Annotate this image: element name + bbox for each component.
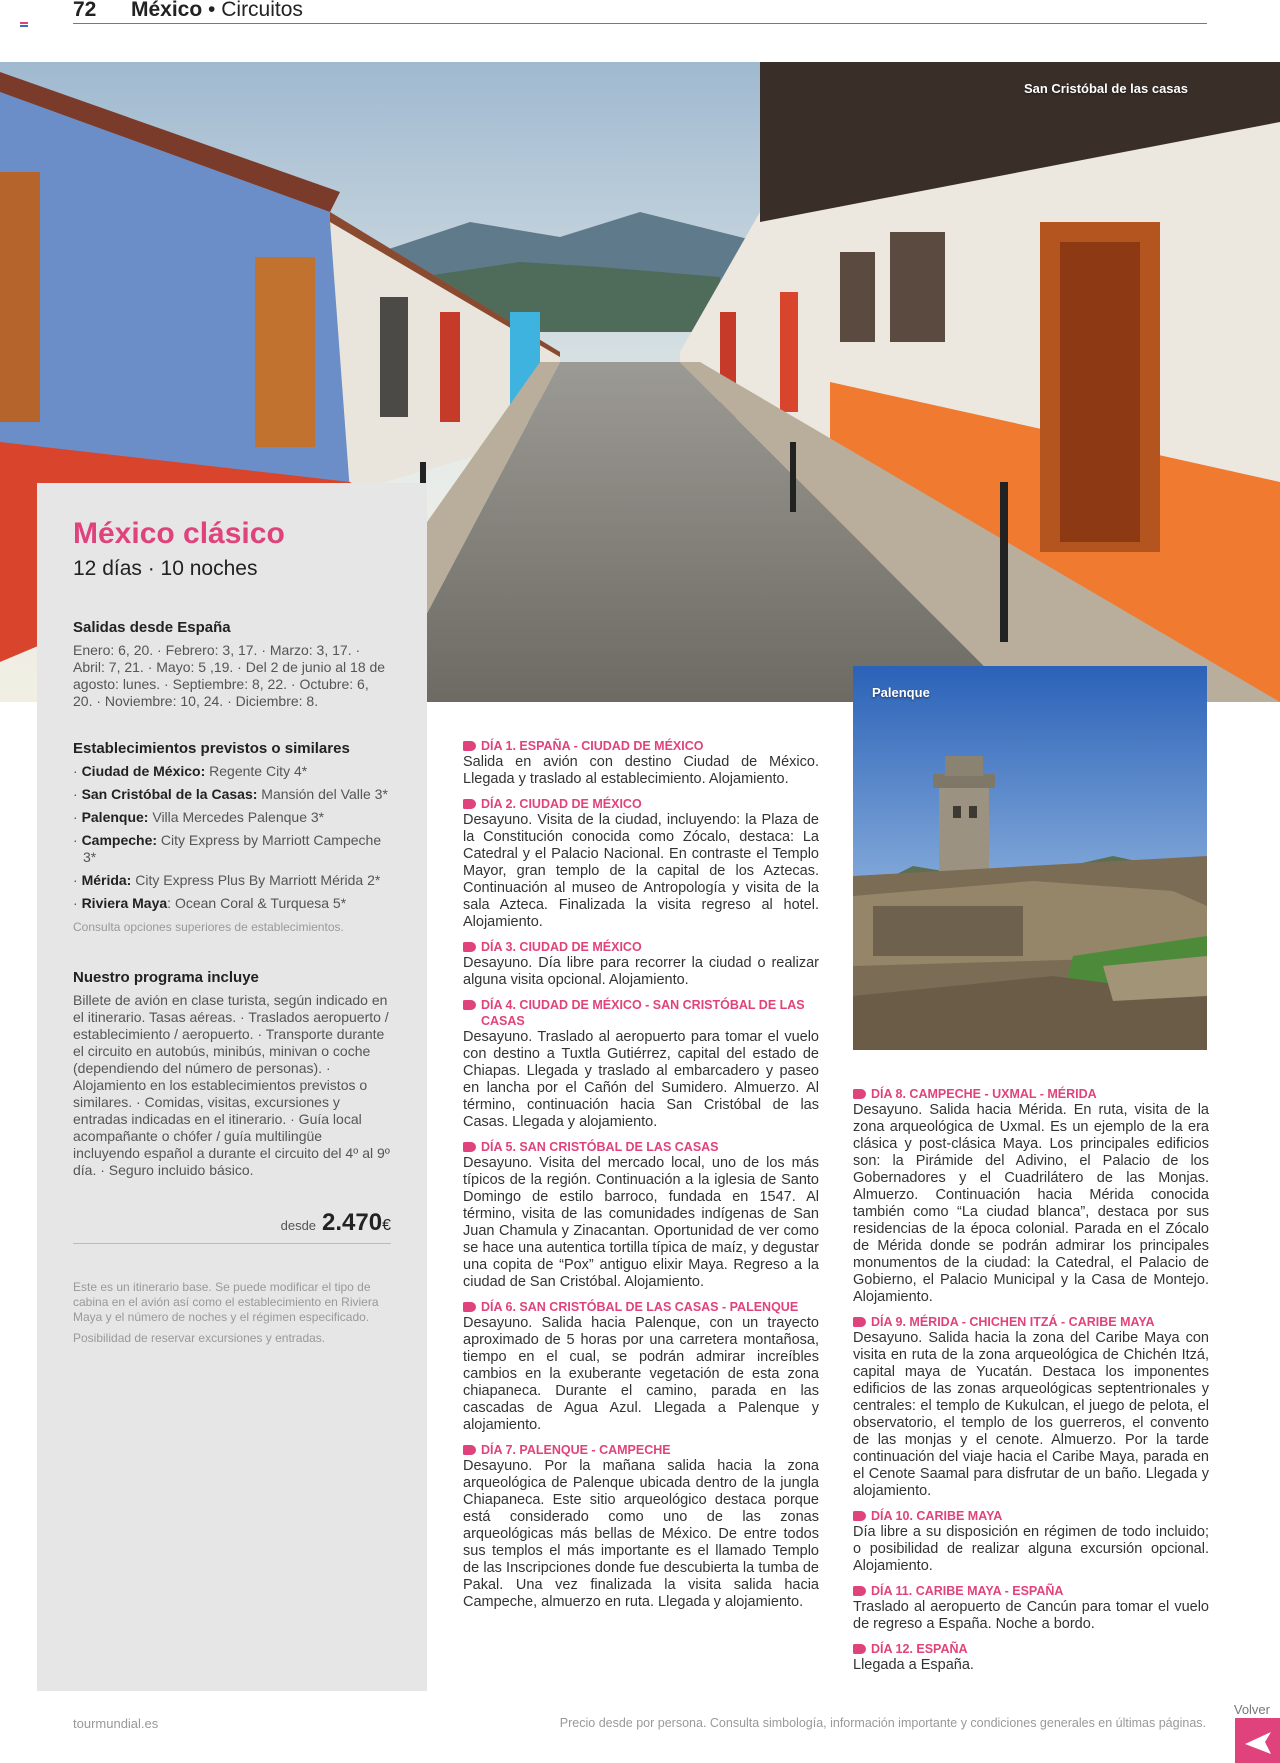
palenque-image [853,666,1207,1050]
excursions-note: Posibilidad de reservar excursiones y entradas. [73,1331,326,1345]
itinerary-day [463,997,819,1131]
day-title: DÍA 4. CIUDAD DE MÉXICO - SAN CRISTÓBAL DE LAS CASAS [481,998,805,1028]
footer-note: Precio desde por persona. Consulta simbología, información importante y condiciones generales en últimas páginas. [559,1716,1206,1730]
day-title: DÍA 6. SAN CRISTÓBAL DE LAS CASAS - PALENQUE [481,1300,799,1314]
hotel-item: · Ciudad de México: Regente City 4* [73,763,391,780]
day-text: Desayuno. Por la mañana salida hacia la zona arqueológica de Palenque ubicada dentro de la jungla Chiapaneca. Este sitio arqueológico destaca porque está considerado como uno de las zonas arqueológicas más bellas de México. De entre todos sus templos el más importante es el llamado Templo de las Inscripciones donde fue descubierta la tumba de Pakal. Una vez finalizada la visita salida hacia Campeche, almuerzo en ruta. Llegada y alojamiento. [463,1458,819,1610]
country-name: México [131,0,203,21]
hotel-item: · Mérida: City Express Plus By Marriott Mérida 2* [73,872,391,889]
itinerary-day [463,1299,819,1434]
back-button[interactable] [1235,1718,1280,1763]
day-text: Desayuno. Salida hacia Palenque, con un trayecto aproximado de 5 horas por una carretera montañosa, tiempo en el cual, se podrán admirar increíbles cambios en la exuberante vegetación de esta zona chiapaneca. Durante el camino, parada en las cascadas de Agua Azul. Llegada a Palenque y alojamiento. [463,1315,819,1433]
itinerary-day [463,1139,819,1291]
day-title: DÍA 11. CARIBE MAYA - ESPAÑA [871,1584,1064,1598]
section-title [131,0,303,22]
day-marker-icon [463,799,476,809]
itinerary-day [463,1442,819,1611]
hotel-item: · Campeche: City Express by Marriott Campeche 3* [73,832,391,866]
hotel-item: · Riviera Maya: Ocean Coral & Turquesa 5* [73,895,391,912]
day-text: Día libre a su disposición en régimen de todo incluido; o posibilidad de realizar alguna excursión opcional. Alojamiento. [853,1524,1209,1574]
itinerary-disclaimer: Este es un itinerario base. Se puede modificar el tipo de cabina en el avión así como el establecimiento en Riviera Maya y el número de noches y el régimen especificado. [73,1280,379,1324]
day-title: DÍA 7. PALENQUE - CAMPECHE [481,1443,671,1457]
day-marker-icon [463,1142,476,1152]
day-title: DÍA 12. ESPAÑA [871,1642,968,1656]
day-marker-icon [853,1586,866,1596]
day-title: DÍA 3. CIUDAD DE MÉXICO [481,940,642,954]
day-marker-icon [853,1644,866,1654]
site-link[interactable]: tourmundial.es [73,1716,159,1731]
tour-summary-panel [37,483,427,1691]
day-text: Traslado al aeropuerto de Cancún para tomar el vuelo de regreso a España. Noche a bordo. [853,1599,1209,1632]
includes-heading: Nuestro programa incluye [73,969,259,986]
day-title: DÍA 9. MÉRIDA - CHICHEN ITZÁ - CARIBE MAYA [871,1315,1155,1329]
title-separator: • [202,0,222,21]
day-text: Llegada a España. [853,1657,974,1673]
itinerary-day [463,939,819,989]
hotels-heading: Establecimientos previstos o similares [73,740,350,757]
day-title: DÍA 5. SAN CRISTÓBAL DE LAS CASAS [481,1140,719,1154]
departures-heading: Salidas desde España [73,619,231,636]
page-header [73,0,1207,24]
tour-duration: 12 días · 10 noches [73,557,258,580]
itinerary-day [853,1583,1209,1633]
day-text: Desayuno. Visita del mercado local, uno de los más típicos de la región. Continuación a la iglesia de Santo Domingo de estilo barroco, fundada en 1547. Al término, visita de las comunidades indígenas de San Juan Chamula y Zinacantan. Oportunidad de ver como se hace una autentica tortilla típica de maíz, y degustar una copita de “Pox” antiguo elixir Maya. Regreso a la ciudad de San Cristóbal. Alojamiento. [463,1155,819,1290]
hero-caption: San Cristóbal de las casas [1023,81,1188,96]
day-text: Desayuno. Día libre para recorrer la ciudad o realizar alguna visita opcional. Alojamiento. [463,955,819,988]
hotel-item: · Palenque: Villa Mercedes Palenque 3* [73,809,391,826]
day-text: Desayuno. Visita de la ciudad, incluyendo: la Plaza de la Constitución conocida como Zócalo, destaca: La Catedral y el Palacio Nacional. En contraste el Templo Mayor, gran templo de la capital de los Aztecas. Continuación al museo de Antropología y visita de la sala Azteca. Finalizada la visita regreso al hotel. Alojamiento. [463,812,819,930]
palenque-caption: Palenque [872,685,930,700]
page-number: 72 [73,0,97,21]
section-name: Circuitos [221,0,303,21]
itinerary-day [853,1086,1209,1306]
hotel-item: · San Cristóbal de la Casas: Mansión del Valle 3* [73,786,391,803]
day-marker-icon [853,1317,866,1327]
itinerary-column-left [463,738,819,1619]
day-marker-icon [463,1000,476,1010]
day-text: Desayuno. Salida hacia la zona del Caribe Maya con visita en ruta de la zona arqueológica de Chichén Itzá, capital maya de Yucatán. Destaca los imponentes edificios de las zonas arqueológicas septentrionales y centrales: el templo de Kukulcan, el juego de pelota, el observatorio, el templo de los guerreros, el convento de las monjas y el cenote. Almuerzo. Por la tarde continuación del viaje hacia el Caribe Maya, parada en el Cenote Saamal para disfrutar de un baño. Llegada y alojamiento. [853,1330,1209,1499]
itinerary-day [463,738,819,788]
itinerary-day [853,1508,1209,1575]
day-text: Desayuno. Salida hacia Mérida. En ruta, visita de la zona arqueológica de Uxmal. Es un ejemplo de la era clásica y post-clásica Maya. Los principales edificios son: la Pirámide del Adivino, el Palacio de los Gobernadores y el Cuadrilátero de las Monjas. Almuerzo. Continuación hacia Mérida conocida también como “La ciudad blanca”, destaca por sus residencias de la época colonial. Parada en el Zócalo de Mérida donde se podrán admirar los principales monumentos de la ciudad: la Catedral, el Palacio de Gobierno, el Palacio Municipal y la Casa de Montejo. Alojamiento. [853,1102,1209,1305]
departures-text: Enero: 6, 20. · Febrero: 3, 17. · Marzo: 3, 17. · Abril: 7, 21. · Mayo: 5 ,19. · Del 2 de junio al 18 de agosto: lunes. · Septiembre: 8, 22. · Octubre: 6, 20. · Noviembre: 10, 24. · Diciembre: 8. [73,642,386,709]
day-marker-icon [463,1302,476,1312]
price-currency: € [382,1217,391,1234]
itinerary-day [463,796,819,931]
includes-text: Billete de avión en clase turista, según indicado en el itinerario. Tasas aéreas. · Traslados aeropuerto / establecimiento / aeropuerto. · Transporte durante el circuito en autobús, minibús, minivan o coche (dependiendo del número de personas). · Alojamiento en los establecimientos previstos o similares. · Comidas, visitas, excursiones y entradas indicadas en el itinerario. · Guía local acompañante o chófer / guía multilingüe incluyendo español a durante el circuito del 4º al 9º día. · Seguro incluido básico. [73,992,390,1178]
day-title: DÍA 8. CAMPECHE - UXMAL - MÉRIDA [871,1087,1097,1101]
price-label: desde [280,1218,317,1233]
price-value: 2.470 [322,1209,383,1236]
day-marker-icon [463,1445,476,1455]
itinerary-day [853,1314,1209,1500]
itinerary-column-right [853,1086,1209,1682]
day-text: Desayuno. Traslado al aeropuerto para tomar el vuelo con destino a Tuxtla Gutiérrez, capital del estado de Chiapas. Llegada y traslado al embarcadero y paseo en lancha por el Cañón del Sumidero. Almuerzo. Al término, continuación hacia San Cristóbal de las Casas. Llegada y alojamiento. [463,1029,819,1130]
tour-title: México clásico [73,517,285,550]
day-marker-icon [853,1089,866,1099]
brand-logo-icon [20,22,28,28]
hotels-list [73,763,391,912]
back-label: Volver [1233,1702,1270,1717]
back-arrow-icon [1235,1718,1280,1763]
itinerary-day [853,1641,1209,1674]
hotels-note: Consulta opciones superiores de establecimientos. [73,920,344,934]
day-marker-icon [463,942,476,952]
day-text: Salida en avión con destino Ciudad de México. Llegada y traslado al establecimiento. Alojamiento. [463,754,819,787]
day-marker-icon [853,1511,866,1521]
price-row [73,1209,391,1244]
day-title: DÍA 1. ESPAÑA - CIUDAD DE MÉXICO [481,739,704,753]
day-title: DÍA 10. CARIBE MAYA [871,1509,1003,1523]
day-marker-icon [463,741,476,751]
day-title: DÍA 2. CIUDAD DE MÉXICO [481,797,642,811]
